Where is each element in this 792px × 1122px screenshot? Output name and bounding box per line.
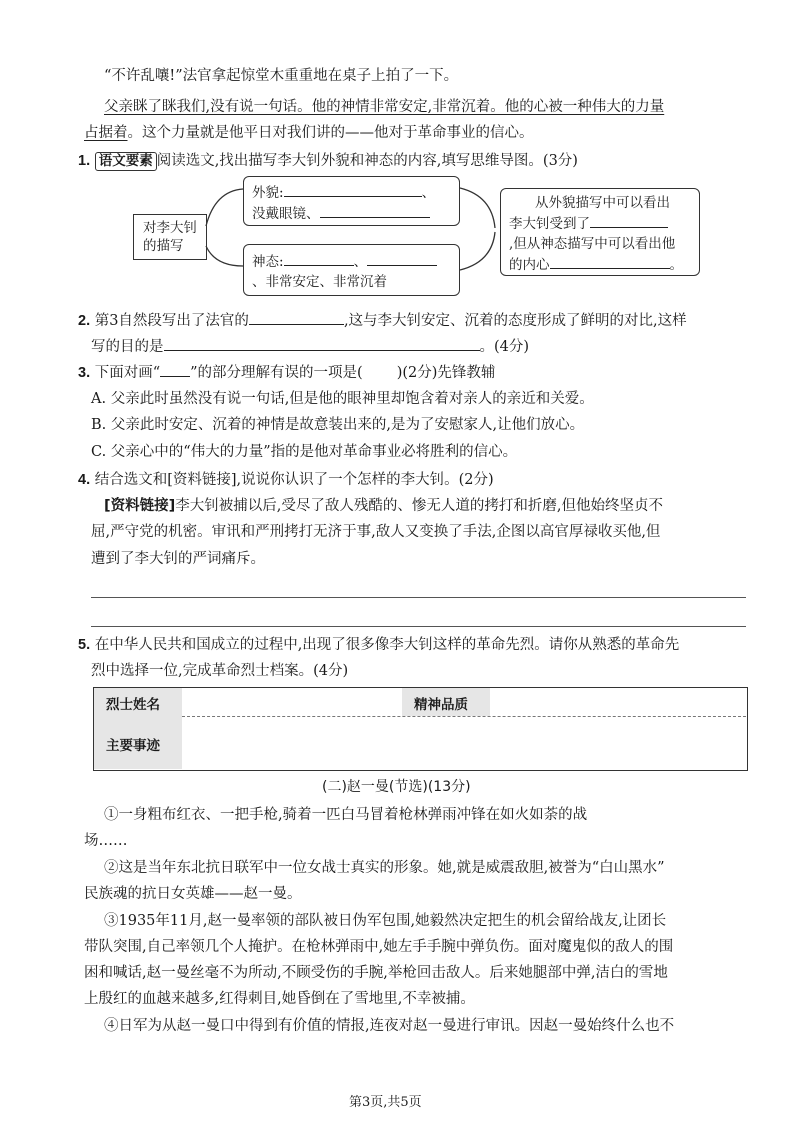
section2-p3-line-1: ③1935年11月,赵一曼率领的部队被日伪军包围,她毅然决定把生的机会留给战友,让团长 (104, 913, 667, 929)
q2-number: 2. (78, 313, 91, 329)
page-footer: 第3页,共5页 (349, 1095, 422, 1110)
demeanor-sep: 、 (353, 254, 368, 270)
name-label: 烈士姓名 (106, 697, 160, 713)
q2-text-c: 写的目的是 (91, 339, 164, 355)
section2-p1-line-2: 场…… (84, 833, 128, 849)
q4-link-label: [资料链接] (104, 498, 176, 514)
q4-text: 结合选文和[资料链接],说说你认识了一个怎样的李大钊。(2分) (94, 472, 494, 488)
q4-answer-line-1[interactable] (91, 597, 746, 598)
q2-text-a: 第3自然段写出了法官的 (94, 313, 249, 329)
appearance-line-2: 没戴眼镜、 (252, 206, 320, 222)
q2-line-1 (78, 310, 687, 331)
q4-link-line-1 (104, 496, 663, 516)
section2-p1-line-1: ①一身粗布红衣、一把手枪,骑着一匹白马冒着枪林弹雨冲锋在如火如荼的战 (104, 807, 588, 823)
demeanor-line-2: 、非常安定、非常沉着 (252, 274, 387, 290)
section2-p3-line-2: 带队突围,自己率领几个人掩护。在枪林弹雨中,她左手手腕中弹负伤。面对魔鬼似的敌人的围 (84, 939, 674, 955)
q4-answer-line-2[interactable] (91, 626, 746, 627)
q3-option-a[interactable]: A. 父亲此时虽然没有说一句话,但是他的眼神里却饱含着对亲人的亲近和关爱。 (91, 391, 594, 407)
q4-link-text-1: 李大钊被捕以后,受尽了敌人残酷的、惨无人道的拷打和折磨,但他始终坚贞不 (175, 498, 663, 514)
q2-line-2 (91, 336, 529, 357)
q5-text-1: 在中华人民共和国成立的过程中,出现了很多像李大钊这样的革命先烈。请你从熟悉的革命先 (94, 637, 680, 653)
deeds-label: 主要事迹 (106, 738, 160, 754)
passage-line-2: 父亲眯了眯我们,没有说一句话。他的神情非常安定,非常沉着。他的心被一种伟大的力量 (104, 99, 665, 115)
q3-option-c[interactable]: C. 父亲心中的“伟大的力量”指的是他对革命事业必将胜利的信心。 (91, 444, 518, 460)
q2-text-d: 。(4分) (479, 339, 530, 355)
q3-text-a: 下面对画“ (94, 365, 161, 381)
q3-number: 3. (78, 365, 91, 381)
deeds-input-cell[interactable] (182, 716, 746, 769)
q2-blank-2[interactable] (164, 336, 480, 351)
appearance-blank-2[interactable] (320, 203, 430, 218)
q4-prompt (78, 470, 494, 490)
conclusion-end: 。 (669, 257, 683, 273)
q3-text-c: )(2分)先锋教辅 (396, 365, 496, 381)
section2-p2-line-1: ②这是当年东北抗日联军中一位女战士真实的形象。她,就是威震敌胆,被誉为“白山黑水” (104, 860, 665, 876)
mindmap-appearance-box (243, 176, 460, 226)
q1-number: 1. (78, 153, 91, 169)
passage-line-3-underlined: 占据着 (84, 125, 128, 141)
demeanor-blank-1[interactable] (284, 251, 354, 266)
q4-number: 4. (78, 472, 91, 488)
conclusion-line-3: ,但从神态描写中可以看出他 (509, 236, 676, 252)
quality-input-cell[interactable] (490, 688, 746, 716)
quality-label: 精神品质 (414, 697, 468, 713)
appearance-sep: 、 (421, 185, 436, 201)
q3-text-b: ”的部分理解有误的一项是( (190, 365, 363, 381)
conclusion-line-1: 从外貌描写中可以看出 (535, 195, 670, 211)
q3-prompt (78, 362, 495, 383)
q1-tag: 语文要素 (95, 152, 157, 171)
section2-title: (二)赵一曼(节选)(13分) (322, 779, 471, 795)
passage-line-3-rest: 。这个力量就是他平日对我们讲的——他对于革命事业的信心。 (127, 125, 534, 141)
quality-label-cell (402, 688, 490, 716)
conclusion-line-4: 的内心 (509, 257, 550, 273)
mindmap-demeanor-box (243, 244, 460, 296)
q5-line-1 (78, 635, 679, 655)
q5-number: 5. (78, 637, 91, 653)
q3-option-b[interactable]: B. 父亲此时安定、沉着的神情是故意装出来的,是为了安慰家人,让他们放心。 (91, 417, 585, 433)
q4-link-line-3: 遭到了李大钊的严词痛斥。 (91, 551, 265, 567)
q1-text: 阅读选文,找出描写李大钊外貌和神态的内容,填写思维导图。(3分) (156, 153, 578, 169)
conclusion-blank-1[interactable] (590, 213, 668, 228)
section2-p4-line-1: ④日军为从赵一曼口中得到有价值的情报,连夜对赵一曼进行审讯。因赵一曼始终什么也不 (104, 1018, 675, 1034)
passage-line-1: “不许乱嚷!”法官拿起惊堂木重重地在桌子上拍了一下。 (104, 68, 459, 84)
demeanor-blank-2[interactable] (367, 251, 437, 266)
demeanor-label: 神态: (252, 254, 284, 270)
q4-link-line-2: 屈,严守党的机密。审讯和严刑拷打无济于事,敌人又变换了手法,企图以高官厚禄收买他,但 (91, 524, 661, 540)
conclusion-line-2: 李大钊受到了 (509, 216, 590, 232)
martyr-table (93, 687, 748, 771)
q2-blank-1[interactable] (249, 310, 344, 325)
mindmap-center-box: 对李大钊 的描写 (133, 214, 207, 260)
mindmap-conclusion-box (500, 188, 700, 276)
section2-p3-line-3: 困和喊话,赵一曼丝毫不为所动,不顾受伤的手腕,举枪回击敌人。后来她腿部中弹,洁白的雪地 (84, 965, 668, 981)
section2-p3-line-4: 上殷红的血越来越多,红得刺目,她昏倒在了雪地里,不幸被捕。 (84, 991, 475, 1007)
appearance-label: 外貌: (252, 185, 284, 201)
table-row-divider (182, 716, 746, 717)
q5-line-2: 烈中选择一位,完成革命烈士档案。(4分) (91, 663, 349, 679)
name-label-cell (94, 688, 182, 716)
conclusion-blank-2[interactable] (550, 254, 670, 269)
deeds-label-cell (94, 716, 182, 769)
section2-p2-line-2: 民族魂的抗日女英雄——赵一曼。 (84, 886, 302, 902)
q3-underline-sample (160, 362, 190, 377)
q2-text-b: ,这与李大钊安定、沉着的态度形成了鲜明的对比,这样 (343, 313, 687, 329)
appearance-blank-1[interactable] (284, 182, 422, 197)
